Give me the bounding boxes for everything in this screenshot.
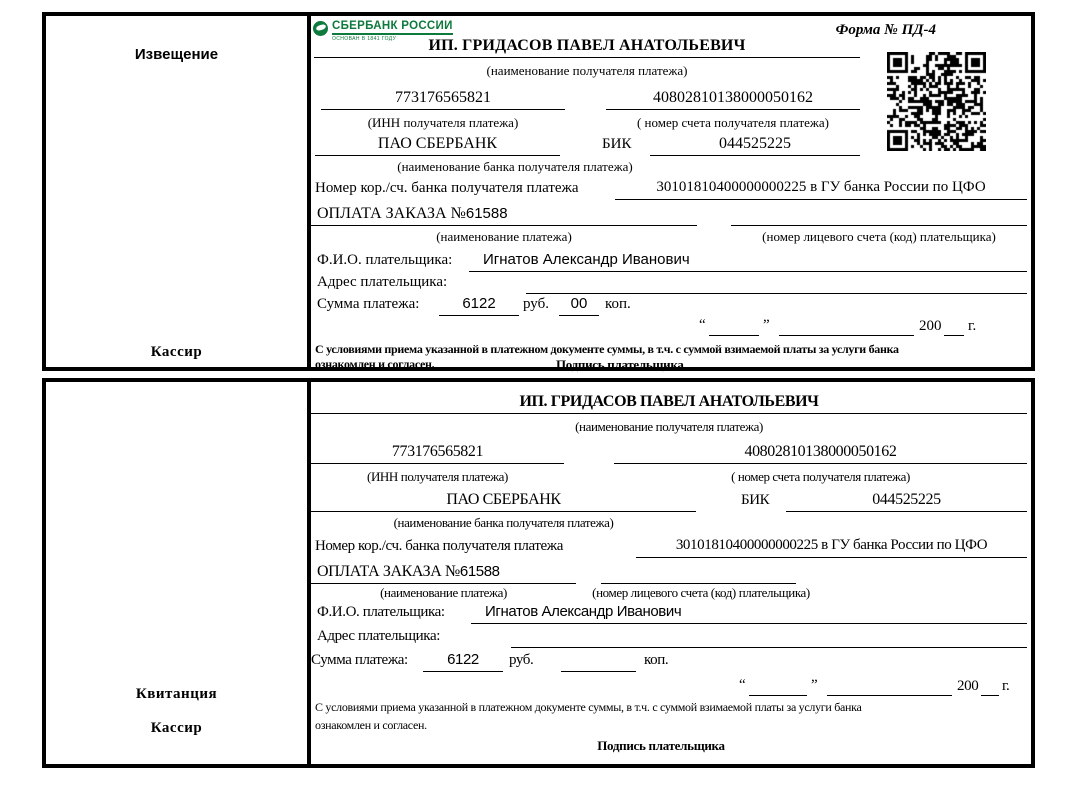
account-field: 40802810138000050162 [606, 86, 860, 110]
payer-name-field: Игнатов Александр Иванович [469, 248, 1027, 272]
payment-name-label: ОПЛАТА ЗАКАЗА № [317, 563, 460, 580]
receipt-title: Квитанция [135, 686, 218, 702]
corr-account-label: Номер кор./сч. банка получателя платежа [315, 538, 563, 554]
year-prefix: 200 [919, 318, 942, 334]
date-quote-open: “ [739, 677, 746, 693]
bik-label: БИК [602, 136, 632, 152]
sberbank-logo-slogan: ОСНОВАН В 1841 ГОДУ [332, 36, 397, 42]
payer-address-label: Адрес плательщика: [317, 628, 440, 644]
corr-account-field: 30101810400000000225 в ГУ банка России по ЦФО [615, 176, 1027, 200]
date-month-field [779, 314, 914, 336]
receipt-form [311, 382, 1031, 764]
date-quote-close: ” [811, 677, 818, 693]
inn-caption: (ИНН получателя платежа) [367, 115, 519, 130]
bik-label: БИК [741, 492, 770, 508]
year-field [981, 674, 999, 696]
notice-section [42, 12, 1035, 371]
bank-caption: (наименование банка получателя платежа) [393, 515, 614, 530]
bank-name-field: ПАО СБЕРБАНК [315, 132, 560, 156]
order-number-value: 61588 [465, 205, 508, 222]
inn-field: 773176565821 [311, 440, 564, 464]
rub-label: руб. [509, 652, 534, 668]
payer-name-field: Игнатов Александр Иванович [471, 600, 1027, 624]
year-suffix: г. [1002, 678, 1010, 694]
amount-kop-field: 00 [559, 292, 599, 316]
payer-name-label: Ф.И.О. плательщика: [317, 604, 445, 620]
date-day-field [709, 314, 759, 336]
account-field: 40802810138000050162 [614, 440, 1027, 464]
bank-caption: (наименование банка получателя платежа) [397, 159, 633, 174]
amount-kop-field [561, 648, 636, 672]
recipient-caption: (наименование получателя платежа) [486, 63, 688, 78]
agreement-line2: ознакомлен и согласен. [315, 718, 427, 732]
date-quote-open: “ [699, 317, 706, 333]
receipt-section [42, 378, 1035, 768]
notice-form [311, 16, 1031, 372]
agreement-line1: С условиями приема указанной в платежном документе суммы, в т.ч. с суммой взимаемой платы за услуги банка [315, 700, 862, 714]
amount-rub-field: 6122 [423, 648, 503, 672]
recipient-name-field: ИП. ГРИДАСОВ ПАВЕЛ АНАТОЛЬЕВИЧ [314, 34, 860, 58]
personal-account-caption: (номер лицевого счета (код) плательщика) [592, 585, 810, 600]
personal-account-caption: (номер лицевого счета (код) плательщика) [762, 229, 996, 244]
account-caption: ( номер счета получателя платежа) [636, 115, 830, 130]
recipient-name-field: ИП. ГРИДАСОВ ПАВЕЛ АНАТОЛЬЕВИЧ [311, 390, 1027, 414]
payer-name-label: Ф.И.О. плательщика: [317, 252, 453, 268]
notice-left-column [46, 16, 311, 367]
corr-account-field: 30101810400000000225 в ГУ банка России по ЦФО [636, 534, 1027, 558]
kop-label: коп. [605, 296, 631, 312]
qr-code [887, 52, 986, 151]
form-number-label: Форма № ПД-4 [835, 22, 936, 38]
order-number-value: 61588 [459, 563, 500, 580]
bik-field: 044525225 [786, 488, 1027, 512]
amount-label: Сумма платежа: [311, 652, 408, 668]
bank-name-field: ПАО СБЕРБАНК [311, 488, 696, 512]
account-caption: ( номер счета получателя платежа) [731, 469, 910, 484]
date-month-field [827, 674, 952, 696]
inn-field: 773176565821 [321, 86, 565, 110]
payment-caption: (наименование платежа) [380, 585, 507, 600]
payer-address-label: Адрес плательщика: [317, 274, 448, 290]
agreement-line2: ознакомлен и согласен. [315, 357, 435, 371]
notice-title: Извещение [134, 46, 219, 63]
personal-account-field [731, 202, 1027, 226]
payer-address-field [511, 624, 1027, 648]
kop-label: коп. [644, 652, 669, 668]
year-suffix: г. [968, 318, 977, 334]
agreement-line1: С условиями приема указанной в платежном документе суммы, в т.ч. с суммой взимаемой платы за услуги банка [315, 342, 899, 356]
date-day-field [749, 674, 807, 696]
receipt-left-column [46, 382, 311, 764]
date-quote-close: ” [763, 317, 770, 333]
rub-label: руб. [523, 296, 549, 312]
amount-label: Сумма платежа: [317, 296, 420, 312]
personal-account-field [601, 560, 796, 584]
receipt-cashier-label: Кассир [150, 720, 203, 736]
payer-address-field [526, 270, 1027, 294]
inn-caption: (ИНН получателя платежа) [367, 469, 508, 484]
year-field [944, 314, 964, 336]
payment-caption: (наименование платежа) [436, 229, 572, 244]
signature-label: Подпись плательщика [556, 357, 684, 372]
amount-rub-field: 6122 [439, 292, 519, 316]
bik-field: 044525225 [650, 132, 860, 156]
recipient-caption: (наименование получателя платежа) [575, 419, 763, 434]
year-prefix: 200 [957, 678, 979, 694]
payment-name-label: ОПЛАТА ЗАКАЗА № [317, 205, 466, 222]
sberbank-logo-text: СБЕРБАНК РОССИИ [332, 20, 453, 35]
corr-account-label: Номер кор./сч. банка получателя платежа [315, 180, 579, 196]
signature-label: Подпись плательщика [597, 738, 725, 753]
notice-cashier-label: Кассир [150, 344, 203, 360]
